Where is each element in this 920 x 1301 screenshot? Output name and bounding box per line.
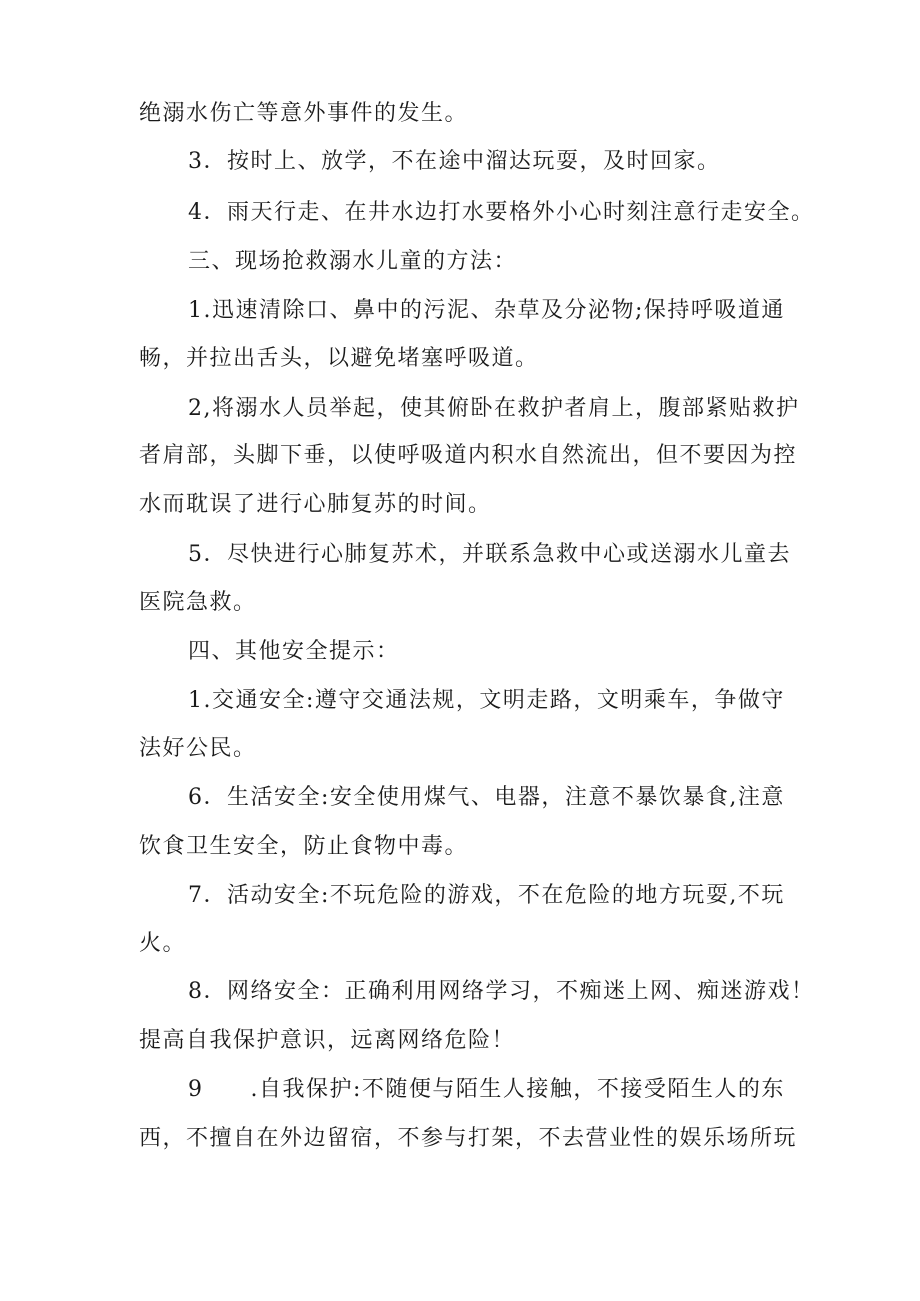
paragraph-line: 饮食卫生安全，防止食物中毒。: [139, 834, 469, 859]
paragraph-line: 法好公民。: [139, 736, 257, 761]
list-item-tips-1: 1.交通安全:遵守交通法规，文明走路，文明乘车，争做守: [188, 688, 785, 713]
paragraph-line: 医院急救。: [139, 590, 257, 615]
list-item-rescue-2: 2,将溺水人员举起，使其俯卧在救护者肩上，腹部紧贴救护: [188, 396, 800, 421]
list-item-rescue-5: 5．尽快进行心肺复苏术，并联系急救中心或送溺水儿童去: [188, 542, 791, 567]
list-item-4: 4．雨天行走、在井水边打水要格外小心时刻注意行走安全。: [188, 200, 815, 225]
paragraph-line: 提高自我保护意识，远离网络危险！: [139, 1028, 516, 1053]
paragraph-line: 者肩部，头脚下垂，以使呼吸道内积水自然流出，但不要因为控: [139, 443, 798, 468]
paragraph-line: 水而耽误了进行心肺复苏的时间。: [139, 492, 492, 517]
list-item-3: 3．按时上、放学，不在途中溜达玩耍，及时回家。: [188, 149, 721, 174]
section-heading-tips: 四、其他安全提示：: [188, 639, 400, 664]
list-item-rescue-1: 1.迅速清除口、鼻中的污泥、杂草及分泌物;保持呼吸道通: [188, 298, 785, 323]
paragraph-line: 火。: [139, 931, 187, 956]
paragraph-line: 绝溺水伤亡等意外事件的发生。: [139, 101, 469, 126]
section-heading-rescue: 三、现场抢救溺水儿童的方法：: [188, 249, 518, 274]
paragraph-line: 畅，并拉出舌头，以避免堵塞呼吸道。: [139, 346, 539, 371]
list-item-tips-9: 9 .自我保护:不随便与陌生人接触，不接受陌生人的东: [188, 1077, 785, 1102]
paragraph-line: 西，不擅自在外边留宿，不参与打架，不去营业性的娱乐场所玩: [139, 1126, 798, 1151]
list-item-tips-8: 8．网络安全：正确利用网络学习，不痴迷上网、痴迷游戏！: [188, 979, 815, 1004]
list-item-tips-7: 7．活动安全:不玩危险的游戏，不在危险的地方玩耍,不玩: [188, 883, 785, 908]
list-item-tips-6: 6．生活安全:安全使用煤气、电器，注意不暴饮暴食,注意: [188, 785, 785, 810]
